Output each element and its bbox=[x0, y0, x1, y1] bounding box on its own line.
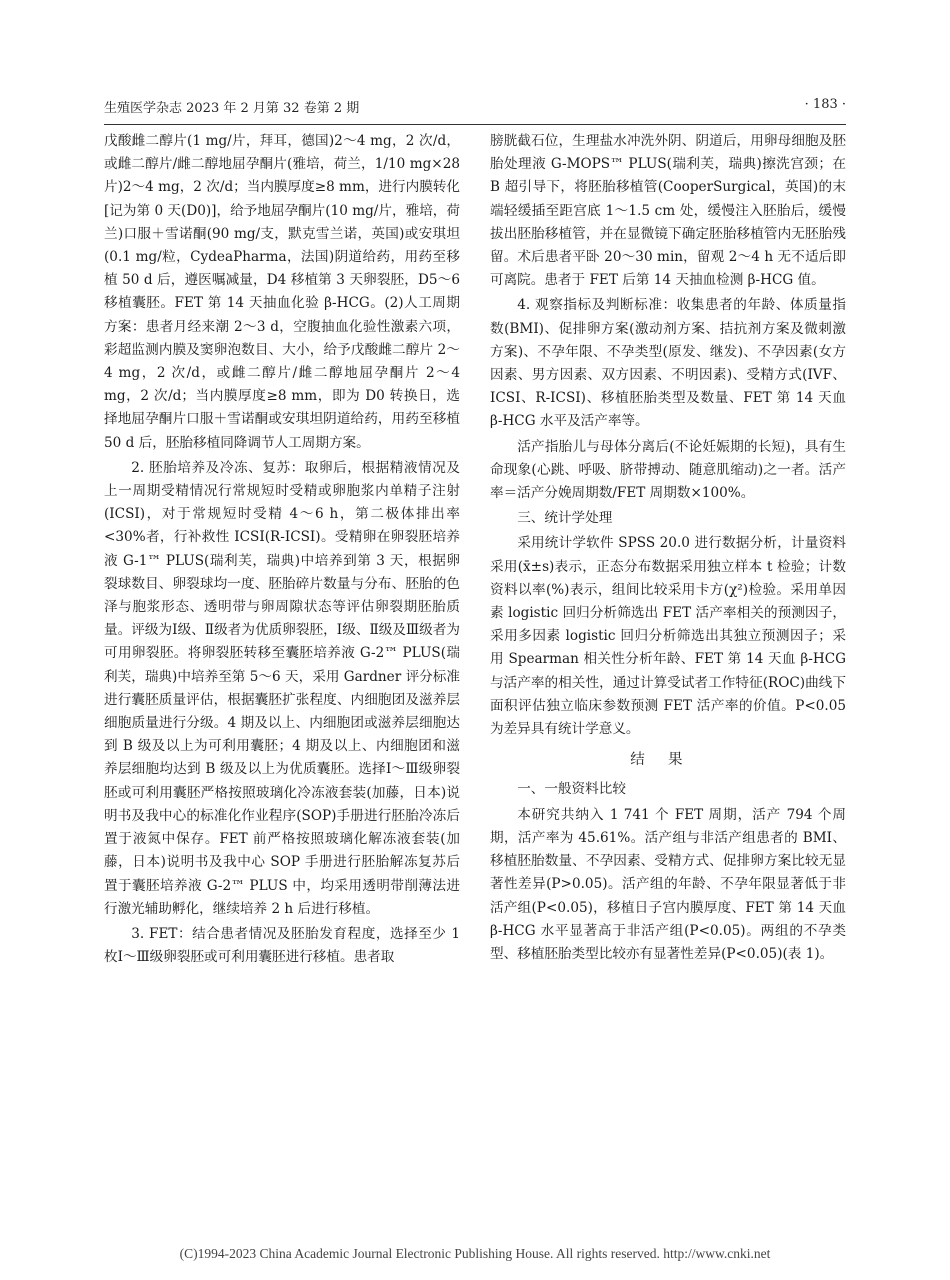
page-number: · 183 · bbox=[804, 97, 846, 112]
paragraph: 戊酸雌二醇片(1 mg/片，拜耳，德国)2～4 mg，2 次/d，或雌二醇片/雌二醇地屈孕酮片(雅培，荷兰，1/10 mg×28 片)2～4 mg，2 次/d；当内膜厚度≥8 mm，进行内膜转化[记为第 0 天(D0)]，给予地屈孕酮片(10 mg/片，雅培，荷兰)口服＋雪诺酮(90 mg/支，默克雪兰诺，英国)或安琪坦(0.1 mg/粒，CydeaPharma，法国)阴道给药，用药至移植 50 d 后，遵医嘱减量，D4 移植第 3 天卵裂胚，D5～6 移植囊胚。FET 第 14 天抽血化验 β-HCG。(2)人工周期方案：患者月经来潮 2～3 d，空腹抽血化验性激素六项，彩超监测内膜及窦卵泡数目、大小，给予戊酸雌二醇片 2～4 mg，2 次/d，或雌二醇片/雌二醇地屈孕酮片 2～4 mg，2 次/d；当内膜厚度≥8 mm，即为 D0 转换日，选择地屈孕酮片口服＋雪诺酮或安琪坦阴道给药，用药至移植 50 d 后，胚胎移植同降调节人工周期方案。 bbox=[104, 133, 460, 451]
paragraph: 4. 观察指标及判断标准：收集患者的年龄、体质量指数(BMI)、促排卵方案(激动剂方案、拮抗剂方案及微刺激方案)、不孕年限、不孕类型(原发、继发)、不孕因素(女方因素、男方因素、双方因素、不明因素)、受精方式(IVF、ICSI、R-ICSI)、移植胚胎类型及数量、FET 第 14 天血 β-HCG 水平及活产率等。 bbox=[490, 297, 846, 430]
paragraph: 三、统计学处理 bbox=[517, 510, 613, 527]
copyright-footer: (C)1994-2023 China Academic Journal Electronic Publishing House. All rights reserved. http://www.cnki.net bbox=[179, 1246, 771, 1261]
paragraph: 3. FET：结合患者情况及胚胎发育程度，选择至少 1 枚Ⅰ～Ⅲ级卵裂胚或可利用囊胚进行移植。患者取 bbox=[104, 925, 460, 966]
header-rule bbox=[104, 124, 846, 125]
journal-issue-label: 生殖医学杂志 2023 年 2 月第 32 卷第 2 期 bbox=[104, 101, 360, 116]
paragraph: 膀胱截石位，生理盐水冲洗外阴、阴道后，用卵母细胞及胚胎处理液 G-MOPS™ PLUS(瑞利芙，瑞典)擦洗宫颈；在 B 超引导下，将胚胎移植管(CooperSurgical，英国)的末端轻缓插至距宫底 1～1.5 cm 处，缓慢注入胚胎后，缓慢拔出胚胎移植管，并在显微镜下确定胚胎移植管内无胚胎残留。术后患者平卧 20～30 min，留观 2～4 h 无不适后即可离院。患者于 FET 后第 14 天抽血检测 β-HCG 值。 bbox=[490, 133, 846, 289]
paragraph: 本研究共纳入 1 741 个 FET 周期，活产 794 个周期，活产率为 45.61%。活产组与非活产组患者的 BMI、移植胚胎数量、不孕因素、受精方式、促排卵方案比较无显著性差异(P>0.05)。活产组的年龄、不孕年限显著低于非活产组(P<0.05)，移植日子宫内膜厚度、FET 第 14 天血 β-HCG 水平显著高于非活产组(P<0.05)。两组的不孕类型、移植胚胎类型比较亦有显著性差异(P<0.05)(表 1)。 bbox=[490, 806, 846, 962]
paragraph: 活产指胎儿与母体分离后(不论妊娠期的长短)，具有生命现象(心跳、呼吸、脐带搏动、随意肌缩动)之一者。活产率＝活产分娩周期数/FET 周期数×100%。 bbox=[490, 438, 846, 502]
paragraph: 一、一般资料比较 bbox=[517, 781, 626, 798]
left-column bbox=[104, 130, 460, 969]
paragraph: 采用统计学软件 SPSS 20.0 进行数据分析，计量资料采用(x̄±s)表示，正态分布数据采用独立样本 t 检验；计数资料以率(%)表示，组间比较采用卡方(χ²)检验。采用单因素 logistic 回归分析筛选出 FET 活产率相关的预测因子，采用多因素 logistic 回归分析筛选出其独立预测因子；采用 Spearman 相关性分析年龄、FET 第 14 天血 β-HCG 与活产率的相关性，通过计算受试者工作特征(ROC)曲线下面积评估独立临床参数预测 FET 活产率的价值。P<0.05 为差异具有统计学意义。 bbox=[490, 535, 846, 738]
right-column bbox=[490, 130, 846, 966]
section-title: 结果 bbox=[630, 752, 706, 769]
paragraph: 2. 胚胎培养及冷冻、复苏：取卵后，根据精液情况及上一周期受精情况行常规短时受精或卵胞浆内单精子注射(ICSI)，对于常规短时受精 4～6 h，第二极体排出率<30%者，行补救性 ICSI(R-ICSI)。受精卵在卵裂胚培养液 G-1™ PLUS(瑞利芙，瑞典)中培养到第 3 天，根据卵裂球数目、卵裂球均一度、胚胎碎片数量与分布、胚胎的色泽与胞浆形态、透明带与卵周隙状态等评估卵裂期胚胎质量。评级为Ⅰ级、Ⅱ级者为优质卵裂胚，Ⅰ级、Ⅱ级及Ⅲ级者为可用卵裂胚。将卵裂胚转移至囊胚培养液 G-2™ PLUS(瑞利芙，瑞典)中培养至第 5～6 天，采用 Gardner 评分标准进行囊胚质量评估，根据囊胚扩张程度、内细胞团及滋养层细胞质量进行分级。4 期及以上、内细胞团或滋养层细胞达到 B 级及以上为可利用囊胚；4 期及以上、内细胞团和滋养层细胞均达到 B 级及以上为优质囊胚。选择Ⅰ～Ⅲ级卵裂胚或可利用囊胚严格按照玻璃化冷冻液套装(加藤，日本)说明书及我中心的标准化作业程序(SOP)手册进行胚胎冷冻后置于液氮中保存。FET 前严格按照玻璃化解冻液套装(加藤，日本)说明书及我中心 SOP 手册进行胚胎解冻复苏后置于囊胚培养液 G-2™ PLUS 中，均采用透明带削薄法进行激光辅助孵化，继续培养 2 h 后进行移植。 bbox=[104, 459, 460, 917]
running-header bbox=[104, 97, 846, 121]
